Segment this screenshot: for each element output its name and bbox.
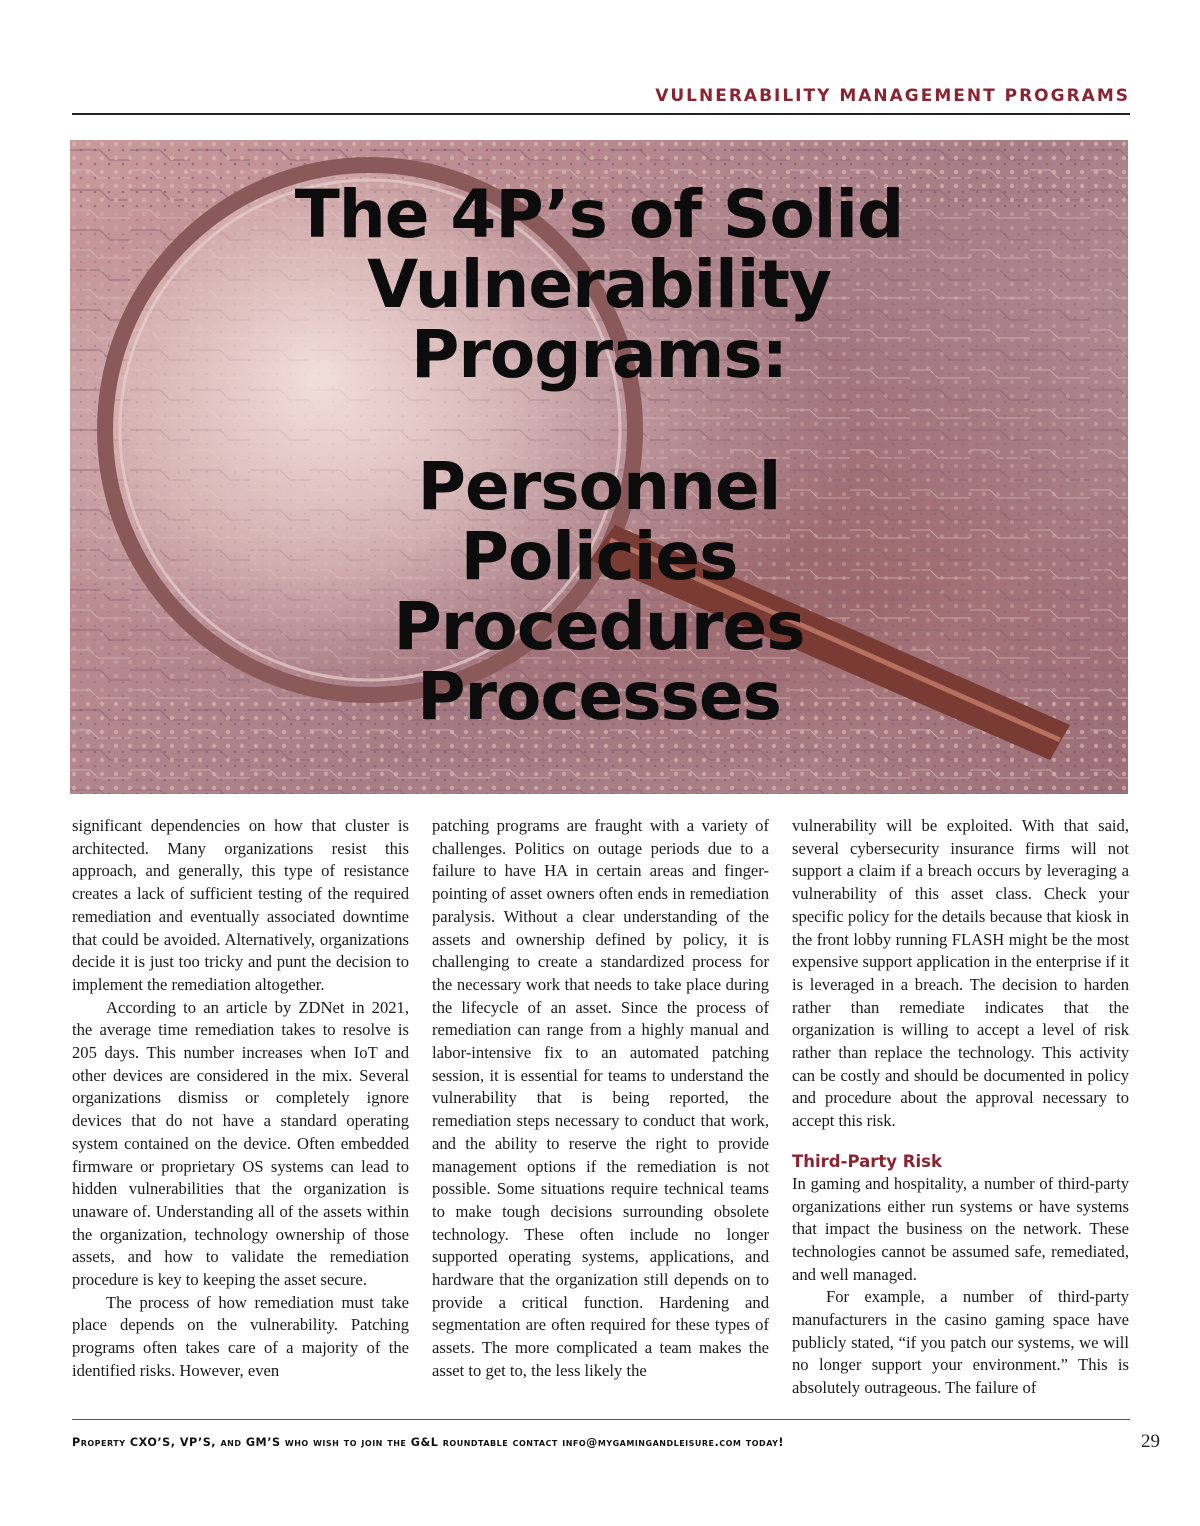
hero-title-spacer	[70, 390, 1128, 452]
header-divider	[72, 113, 1130, 115]
paragraph: vulnerability will be exploited. With that said, several cybersecurity insurance firms will not support a claim if a breach occurs by leveraging a vulnerability of this asset class. Check your specific policy for the details because that kiosk in the front lobby running FLASH might be the most expensive support application in the enterprise if it is leveraged in a breach. The decision to harden rather than remediate indicates that the organization is willing to accept a level of risk rather than replace the technology. This activity can be costly and should be documented in policy and procedure about the approval necessary to accept this risk.	[792, 816, 1129, 1131]
paragraph: For example, a number of third-party manufacturers in the casino gaming space have publicly stated, “if you patch our systems, we will no longer support your environment.” This is absolutely outrageous. The failure of	[792, 1287, 1129, 1398]
article-body	[72, 815, 1130, 1407]
paragraph: patching programs are fraught with a variety of challenges. Politics on outage periods due to a failure to have HA in certain areas and finger-pointing of asset owners often ends in remediation paralysis. Without a clear understanding of the assets and ownership defined by policy, it is challenging to create a standardized process for the necessary work that needs to take place during the lifecycle of an asset. Since the process of remediation can range from a highly manual and labor-intensive fix to an automated patching session, it is essential for teams to understand the vulnerability that is being reported, the remediation steps necessary to conduct that work, and the ability to reserve the right to provide management options if the remediation is not possible. Some situations require technical teams to make tough decisions surrounding obsolete technology. These often include no longer supported operating systems, applications, and hardware that the organization still depends on to provide a critical function. Hardening and segmentation are often required for these types of assets. The more complicated a team makes the asset to get to, the less likely the	[432, 816, 769, 1380]
hero-title	[70, 176, 1128, 735]
paragraph: In gaming and hospitality, a number of third-party organizations either run systems or have systems that impact the business on the network. These technologies cannot be assumed safe, remediated, and well managed.	[792, 1173, 1129, 1284]
hero-title-line: Personnel	[417, 448, 781, 525]
hero-title-line: Policies	[460, 518, 738, 595]
hero-title-line: The 4P’s of Solid	[294, 176, 904, 253]
hero-image	[70, 140, 1128, 794]
hero-title-line: Programs:	[410, 316, 788, 393]
paragraph: According to an article by ZDNet in 2021, the average time remediation takes to resolve is 205 days. This number increases when IoT and other devices are considered in the mix. Several organizations dismiss or completely ignore devices that do not have a standard operating system contained on the device. Often embedded firmware or proprietary OS systems can lead to hidden vulnerabilities that the organization is unaware of. Understanding all of the assets within the organization, technology ownership of those assets, and how to validate the remediation procedure is key to keeping the asset secure.	[72, 997, 409, 1290]
section-header: VULNERABILITY MANAGEMENT PROGRAMS	[655, 86, 1130, 106]
page-number: 29	[1141, 1431, 1160, 1452]
paragraph: significant dependencies on how that cluster is architected. Many organizations resist this approach, and generally, this type of resistance creates a lack of sufficient testing of the required remediation and eventually associated downtime that could be avoided. Alternatively, organizations decide it is just too tricky and punt the decision to implement the remediation altogether.	[72, 816, 409, 994]
paragraph: The process of how remediation must take place depends on the vulnerability. Patching programs often takes care of a majority of the identified risks. However, even	[72, 1292, 409, 1380]
article-column-1	[72, 815, 409, 1383]
article-column-2	[432, 815, 769, 1383]
footer-divider	[72, 1419, 1130, 1420]
article-column-3	[792, 815, 1129, 1400]
footer-roundtable-notice: Property CXO’S, VP’S, and GM’S who wish to join the G&L roundtable contact info@mygamingandleisure.com today!	[72, 1436, 785, 1449]
hero-title-line: Procedures	[393, 588, 805, 665]
hero-title-line: Vulnerability	[367, 246, 831, 323]
subheading-third-party-risk: Third-Party Risk	[792, 1151, 942, 1171]
hero-title-line: Processes	[417, 658, 781, 735]
